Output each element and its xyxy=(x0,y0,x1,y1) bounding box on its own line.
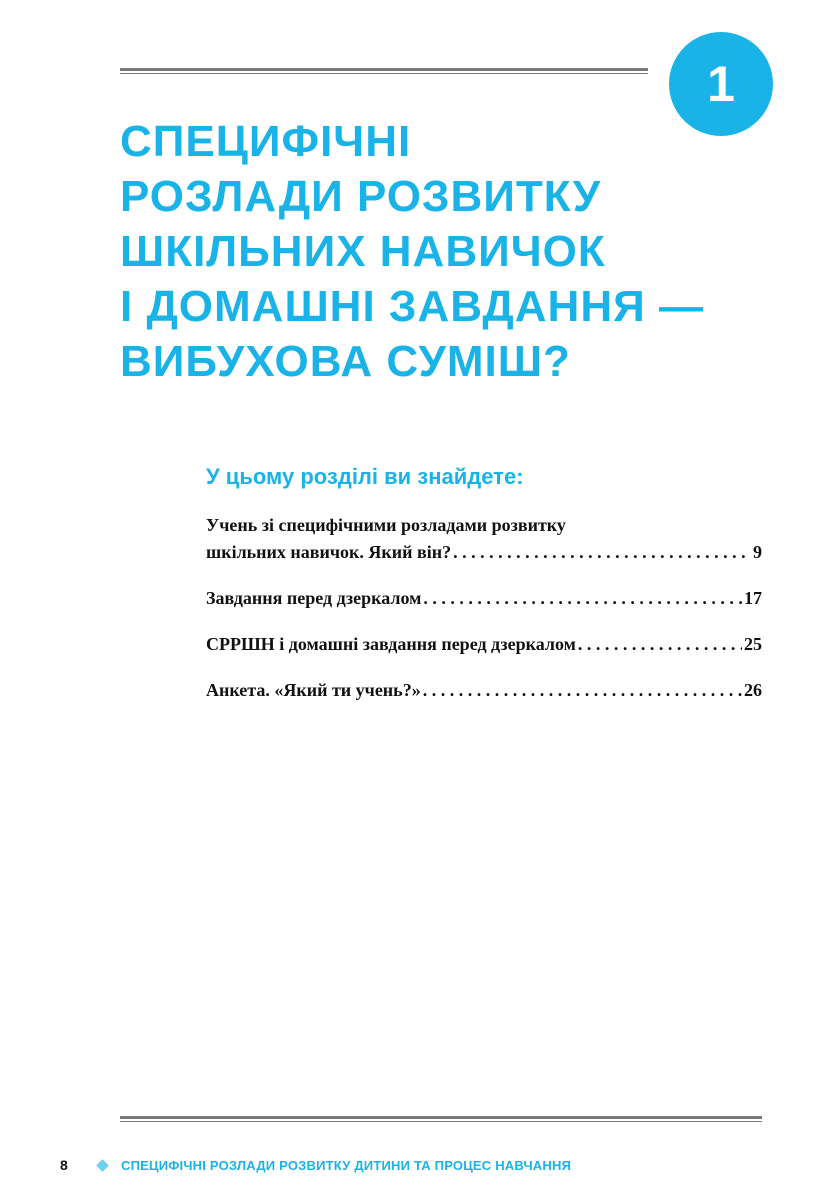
bottom-rule xyxy=(120,1116,762,1122)
toc-item-text: шкільних навичок. Який він? xyxy=(206,542,452,562)
toc-item-text: СРРШН і домашні завдання перед дзеркалом xyxy=(206,634,576,654)
toc-line xyxy=(206,539,762,566)
toc-page-number: 9 xyxy=(753,542,762,562)
chapter-title-line: ВИБУХОВА СУМІШ? xyxy=(120,337,571,386)
toc-line xyxy=(206,512,762,539)
diamond-icon xyxy=(96,1159,109,1172)
page-number: 8 xyxy=(60,1157,68,1173)
top-rule xyxy=(120,68,648,74)
toc-item[interactable] xyxy=(206,677,762,704)
chapter-number-badge: 1 xyxy=(669,32,773,136)
chapter-title-line: РОЗЛАДИ РОЗВИТКУ xyxy=(120,172,602,221)
toc-item[interactable] xyxy=(206,512,762,566)
toc-page-number: 17 xyxy=(744,588,762,608)
toc-list xyxy=(206,512,762,723)
toc-dot-leader xyxy=(578,631,742,658)
toc-item[interactable] xyxy=(206,585,762,612)
running-title: СПЕЦИФІЧНІ РОЗЛАДИ РОЗВИТКУ ДИТИНИ ТА ПРОЦЕС НАВЧАННЯ xyxy=(121,1157,572,1173)
toc-line xyxy=(206,631,762,658)
toc-item-text: Анкета. «Який ти учень?» xyxy=(206,680,421,700)
toc-line xyxy=(206,585,762,612)
toc-page-number: 25 xyxy=(744,634,762,654)
toc-heading: У цьому розділі ви знайдете: xyxy=(206,464,524,489)
toc-dot-leader xyxy=(423,585,742,612)
toc-page-number: 26 xyxy=(744,680,762,700)
chapter-title-line: СПЕЦИФІЧНІ xyxy=(120,117,412,166)
toc-item-text: Завдання перед дзеркалом xyxy=(206,588,422,608)
page-footer xyxy=(60,1152,571,1178)
toc-item-text: Учень зі специфічними розладами розвитку xyxy=(206,515,566,535)
toc-dot-leader xyxy=(423,677,742,704)
toc-line xyxy=(206,677,762,704)
chapter-title-line: ШКІЛЬНИХ НАВИЧОК xyxy=(120,227,606,276)
toc-dot-leader xyxy=(453,539,751,566)
chapter-title-line: І ДОМАШНІ ЗАВДАННЯ — xyxy=(120,282,704,331)
toc-item[interactable] xyxy=(206,631,762,658)
chapter-title xyxy=(120,114,740,389)
